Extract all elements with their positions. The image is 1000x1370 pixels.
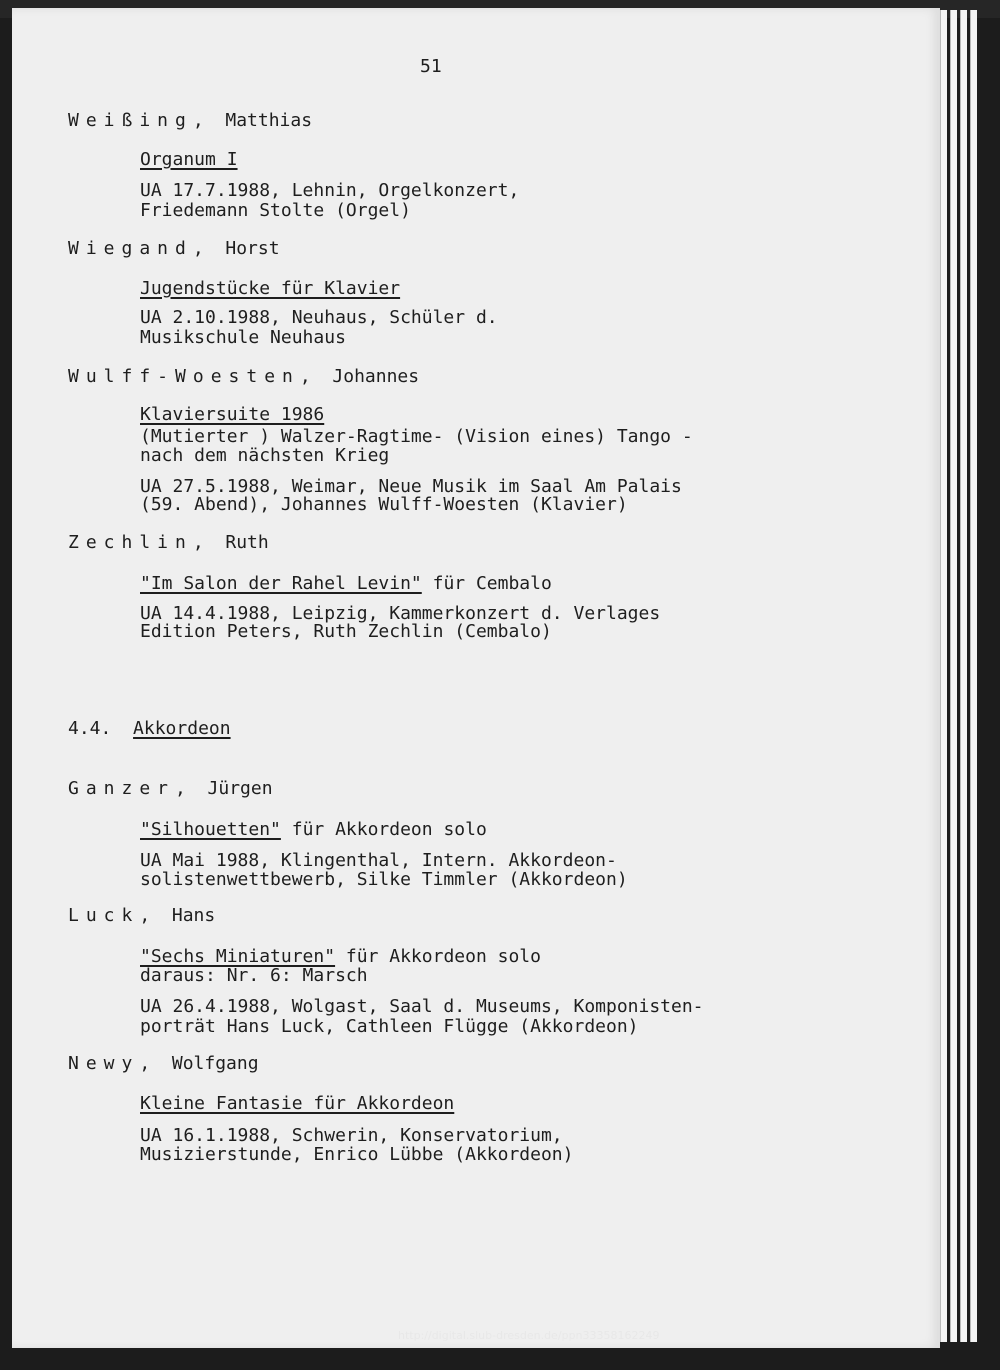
- page-edge: [940, 10, 947, 1342]
- work-title-line: [140, 574, 552, 594]
- page-edge: [970, 10, 977, 1342]
- section-title: Akkordeon: [133, 718, 231, 739]
- work-instrumentation: für Akkordeon solo: [335, 946, 541, 967]
- premiere-line: Musikschule Neuhaus: [140, 327, 346, 348]
- premiere-line: porträt Hans Luck, Cathleen Flügge (Akkordeon): [140, 1016, 639, 1037]
- work-title: Organum I: [140, 149, 238, 170]
- work-title: Kleine Fantasie für Akkordeon: [140, 1093, 455, 1114]
- premiere-line: UA 27.5.1988, Weimar, Neue Musik im Saal Am Palais: [140, 476, 682, 497]
- premiere-line: (59. Abend), Johannes Wulff-Woesten (Klavier): [140, 494, 628, 515]
- page-edge: [960, 10, 967, 1342]
- premiere-line: Friedemann Stolte (Orgel): [140, 200, 411, 221]
- work-subtitle: nach dem nächsten Krieg: [140, 445, 390, 466]
- composer-heading: Zechlin, Ruth: [68, 532, 269, 553]
- work-title: "Sechs Miniaturen": [140, 946, 336, 967]
- premiere-line: Musizierstunde, Enrico Lübbe (Akkordeon): [140, 1144, 574, 1165]
- work-title: "Silhouetten": [140, 819, 281, 840]
- premiere-line: solistenwettbewerb, Silke Timmler (Akkordeon): [140, 869, 628, 890]
- composer-heading: Wiegand, Horst: [68, 238, 280, 259]
- composer-heading: Newy, Wolfgang: [68, 1053, 259, 1074]
- work-title-line: [140, 820, 487, 840]
- premiere-line: UA 16.1.1988, Schwerin, Konservatorium,: [140, 1125, 563, 1146]
- section-heading: [68, 719, 231, 739]
- page-edge: [950, 10, 957, 1342]
- composer-heading: Weißing, Matthias: [68, 110, 313, 131]
- work-subtitle: (Mutierter ) Walzer-Ragtime- (Vision eines) Tango -: [140, 426, 693, 447]
- composer-heading: Wulff-Woesten, Johannes: [68, 366, 420, 387]
- premiere-line: Edition Peters, Ruth Zechlin (Cembalo): [140, 621, 552, 642]
- page-number: 51: [420, 56, 442, 77]
- premiere-line: UA 14.4.1988, Leipzig, Kammerkonzert d. Verlages: [140, 603, 661, 624]
- work-title-line: [140, 947, 541, 967]
- work-title: "Im Salon der Rahel Levin": [140, 573, 422, 594]
- premiere-line: UA 17.7.1988, Lehnin, Orgelkonzert,: [140, 180, 520, 201]
- premiere-line: UA 26.4.1988, Wolgast, Saal d. Museums, Komponisten-: [140, 996, 704, 1017]
- premiere-line: UA 2.10.1988, Neuhaus, Schüler d.: [140, 307, 498, 328]
- composer-heading: Luck, Hans: [68, 905, 216, 926]
- source-url[interactable]: http://digital.slub-dresden.de/ppn33358162249: [398, 1329, 660, 1342]
- composer-heading: Ganzer, Jürgen: [68, 778, 273, 799]
- work-instrumentation: für Cembalo: [421, 573, 552, 594]
- premiere-line: UA Mai 1988, Klingenthal, Intern. Akkordeon-: [140, 850, 617, 871]
- work-instrumentation: für Akkordeon solo: [280, 819, 487, 840]
- work-title: Jugendstücke für Klavier: [140, 278, 401, 299]
- section-number: 4.4.: [68, 718, 112, 739]
- work-subtitle: daraus: Nr. 6: Marsch: [140, 965, 368, 986]
- work-title: Klaviersuite 1986: [140, 404, 325, 425]
